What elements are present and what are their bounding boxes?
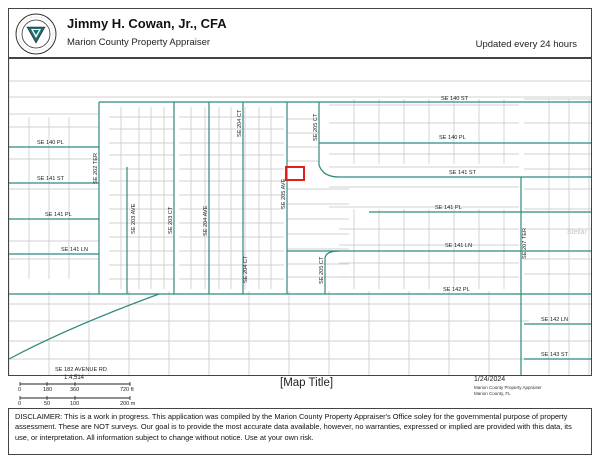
label-se-142-ln: SE 142 LN <box>541 317 569 323</box>
scale-ratio: 1:4,514 <box>64 375 85 381</box>
label-se-182-avenue-rd: SE 182 AVENUE RD <box>55 367 107 373</box>
app-subtitle: Marion County Property Appraiser <box>67 37 211 48</box>
credit-line-1: Marion County Property Appraiser <box>474 385 542 390</box>
label-se-205-ave: SE 205 AVE <box>281 178 287 209</box>
label-se-141-ln-east: SE 141 LN <box>445 243 473 249</box>
label-se-141-pl-east: SE 141 PL <box>435 205 462 211</box>
label-se-203-ct: SE 203 CT <box>168 206 174 234</box>
header <box>8 8 592 58</box>
label-se-143-st: SE 143 ST <box>541 352 569 358</box>
label-se-204-ave: SE 204 AVE <box>203 205 209 236</box>
label-se-203-ave: SE 203 AVE <box>131 203 137 234</box>
label-se-205-ct-south: SE 205 CT <box>319 256 325 284</box>
label-se-140-pl-west: SE 140 PL <box>37 140 64 146</box>
app-title: Jimmy H. Cowan, Jr., CFA <box>67 16 227 31</box>
county-seal-logo <box>15 13 57 55</box>
credit-line-2: Marion County, FL <box>474 391 511 396</box>
scale-m-2: 100 <box>70 401 80 407</box>
stellar-watermark: Stellar <box>567 229 587 236</box>
scale-m-1: 50 <box>44 401 51 407</box>
parcel-lines <box>9 59 592 376</box>
map-title: [Map Title] <box>280 377 334 389</box>
label-se-207-ter: SE 207 TER <box>522 228 528 259</box>
print-date: 1/24/2024 <box>474 376 506 383</box>
label-se-204-ct-south: SE 204 CT <box>243 255 249 283</box>
scale-ft-2: 360 <box>70 387 80 393</box>
scale-bar <box>18 380 158 410</box>
scale-m-0: 0 <box>18 401 22 407</box>
scale-ft-0: 0 <box>18 387 22 393</box>
label-se-205-ct-north: SE 205 CT <box>313 113 319 141</box>
disclaimer-text: DISCLAIMER: This is a work in progress. This application was compiled by the Marion County Property Appraiser's Office soley for the governmental purpose of property assessment. These are NOT surveys. Our goal is to provide the most accurate data available, however, no warranties, expressed or implied are provided with this data, its use, or interpretation. All information subject to change without notice. Use at your own risk. <box>8 408 592 455</box>
map-footer <box>8 376 592 408</box>
scale-ft-1: 180 <box>43 387 53 393</box>
update-note: Updated every 24 hours <box>475 39 577 50</box>
label-se-202-ter: SE 202 TER <box>93 153 99 184</box>
subject-parcel-highlight[interactable] <box>286 167 304 180</box>
label-se-141-ln-west: SE 141 LN <box>61 247 89 253</box>
road-se-205-ct-south <box>325 251 339 294</box>
label-se-141-pl-west: SE 141 PL <box>45 212 72 218</box>
parcel-map[interactable] <box>9 59 592 376</box>
label-se-141-st-east: SE 141 ST <box>449 170 477 176</box>
scale-m-3: 200 m <box>120 401 136 407</box>
label-se-140-st: SE 140 ST <box>441 96 469 102</box>
label-se-142-pl: SE 142 PL <box>443 287 470 293</box>
label-se-141-st-west: SE 141 ST <box>37 176 65 182</box>
road-network <box>9 102 592 376</box>
label-se-204-ct-north: SE 204 CT <box>237 109 243 137</box>
label-se-140-pl-east: SE 140 PL <box>439 135 466 141</box>
scale-ft-3: 720 ft <box>120 387 134 393</box>
map-frame[interactable] <box>8 58 592 376</box>
